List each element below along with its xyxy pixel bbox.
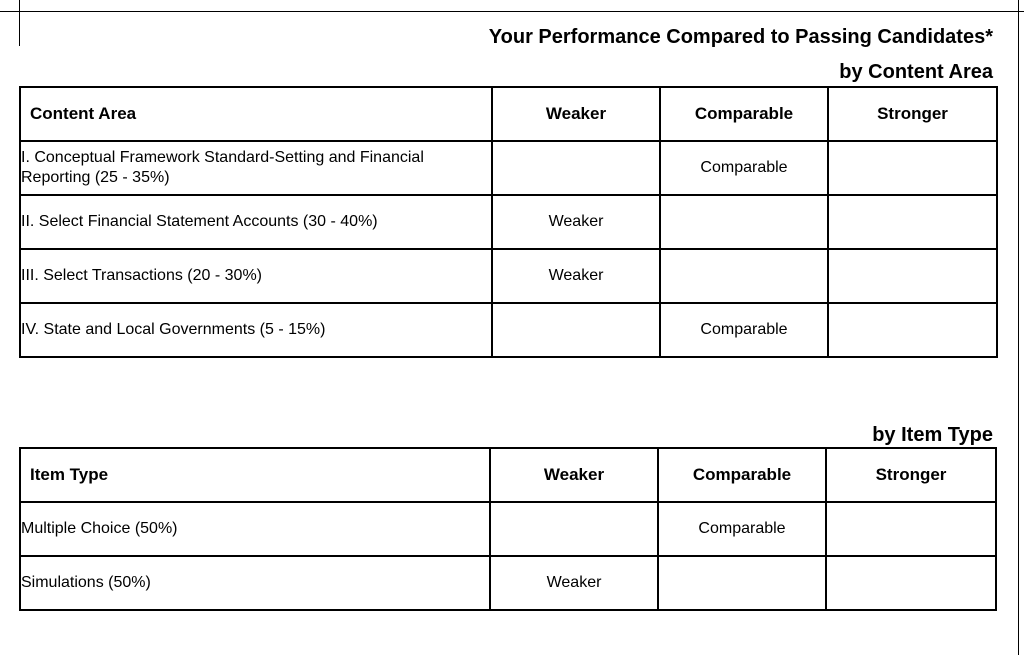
item-type-subheading: by Item Type — [872, 424, 993, 446]
weaker-cell — [490, 502, 658, 556]
item-type-label: Simulations (50%) — [20, 556, 490, 610]
table-row — [20, 303, 997, 357]
table-row — [20, 556, 996, 610]
table-row — [20, 502, 996, 556]
table-row — [20, 141, 997, 195]
stronger-cell — [828, 195, 997, 249]
comparable-cell: Comparable — [660, 141, 828, 195]
column-header-content-area: Content Area — [20, 87, 492, 141]
column-header-weaker: Weaker — [490, 448, 658, 502]
page-left-rule — [19, 0, 20, 46]
weaker-cell: Weaker — [490, 556, 658, 610]
stronger-cell — [826, 556, 996, 610]
content-area-table — [19, 86, 998, 358]
page-top-rule — [0, 11, 1024, 12]
weaker-cell: Weaker — [492, 249, 660, 303]
comparable-cell: Comparable — [658, 502, 826, 556]
table-header-row — [20, 448, 996, 502]
content-area-label: I. Conceptual Framework Standard-Setting and Financial Reporting (25 - 35%) — [20, 141, 492, 195]
weaker-cell: Weaker — [492, 195, 660, 249]
page-right-rule — [1018, 0, 1019, 655]
item-type-table — [19, 447, 997, 611]
stronger-cell — [828, 141, 997, 195]
item-type-label: Multiple Choice (50%) — [20, 502, 490, 556]
stronger-cell — [826, 502, 996, 556]
content-area-label: III. Select Transactions (20 - 30%) — [20, 249, 492, 303]
report-heading: Your Performance Compared to Passing Candidates* — [488, 26, 993, 48]
comparable-cell: Comparable — [660, 303, 828, 357]
content-area-label: II. Select Financial Statement Accounts (30 - 40%) — [20, 195, 492, 249]
comparable-cell — [660, 195, 828, 249]
column-header-comparable: Comparable — [660, 87, 828, 141]
column-header-stronger: Stronger — [828, 87, 997, 141]
stronger-cell — [828, 249, 997, 303]
content-area-label: IV. State and Local Governments (5 - 15%) — [20, 303, 492, 357]
weaker-cell — [492, 141, 660, 195]
column-header-stronger: Stronger — [826, 448, 996, 502]
weaker-cell — [492, 303, 660, 357]
content-area-subheading: by Content Area — [839, 61, 993, 83]
column-header-item-type: Item Type — [20, 448, 490, 502]
table-row — [20, 195, 997, 249]
column-header-weaker: Weaker — [492, 87, 660, 141]
column-header-comparable: Comparable — [658, 448, 826, 502]
stronger-cell — [828, 303, 997, 357]
table-row — [20, 249, 997, 303]
comparable-cell — [660, 249, 828, 303]
table-header-row — [20, 87, 997, 141]
comparable-cell — [658, 556, 826, 610]
